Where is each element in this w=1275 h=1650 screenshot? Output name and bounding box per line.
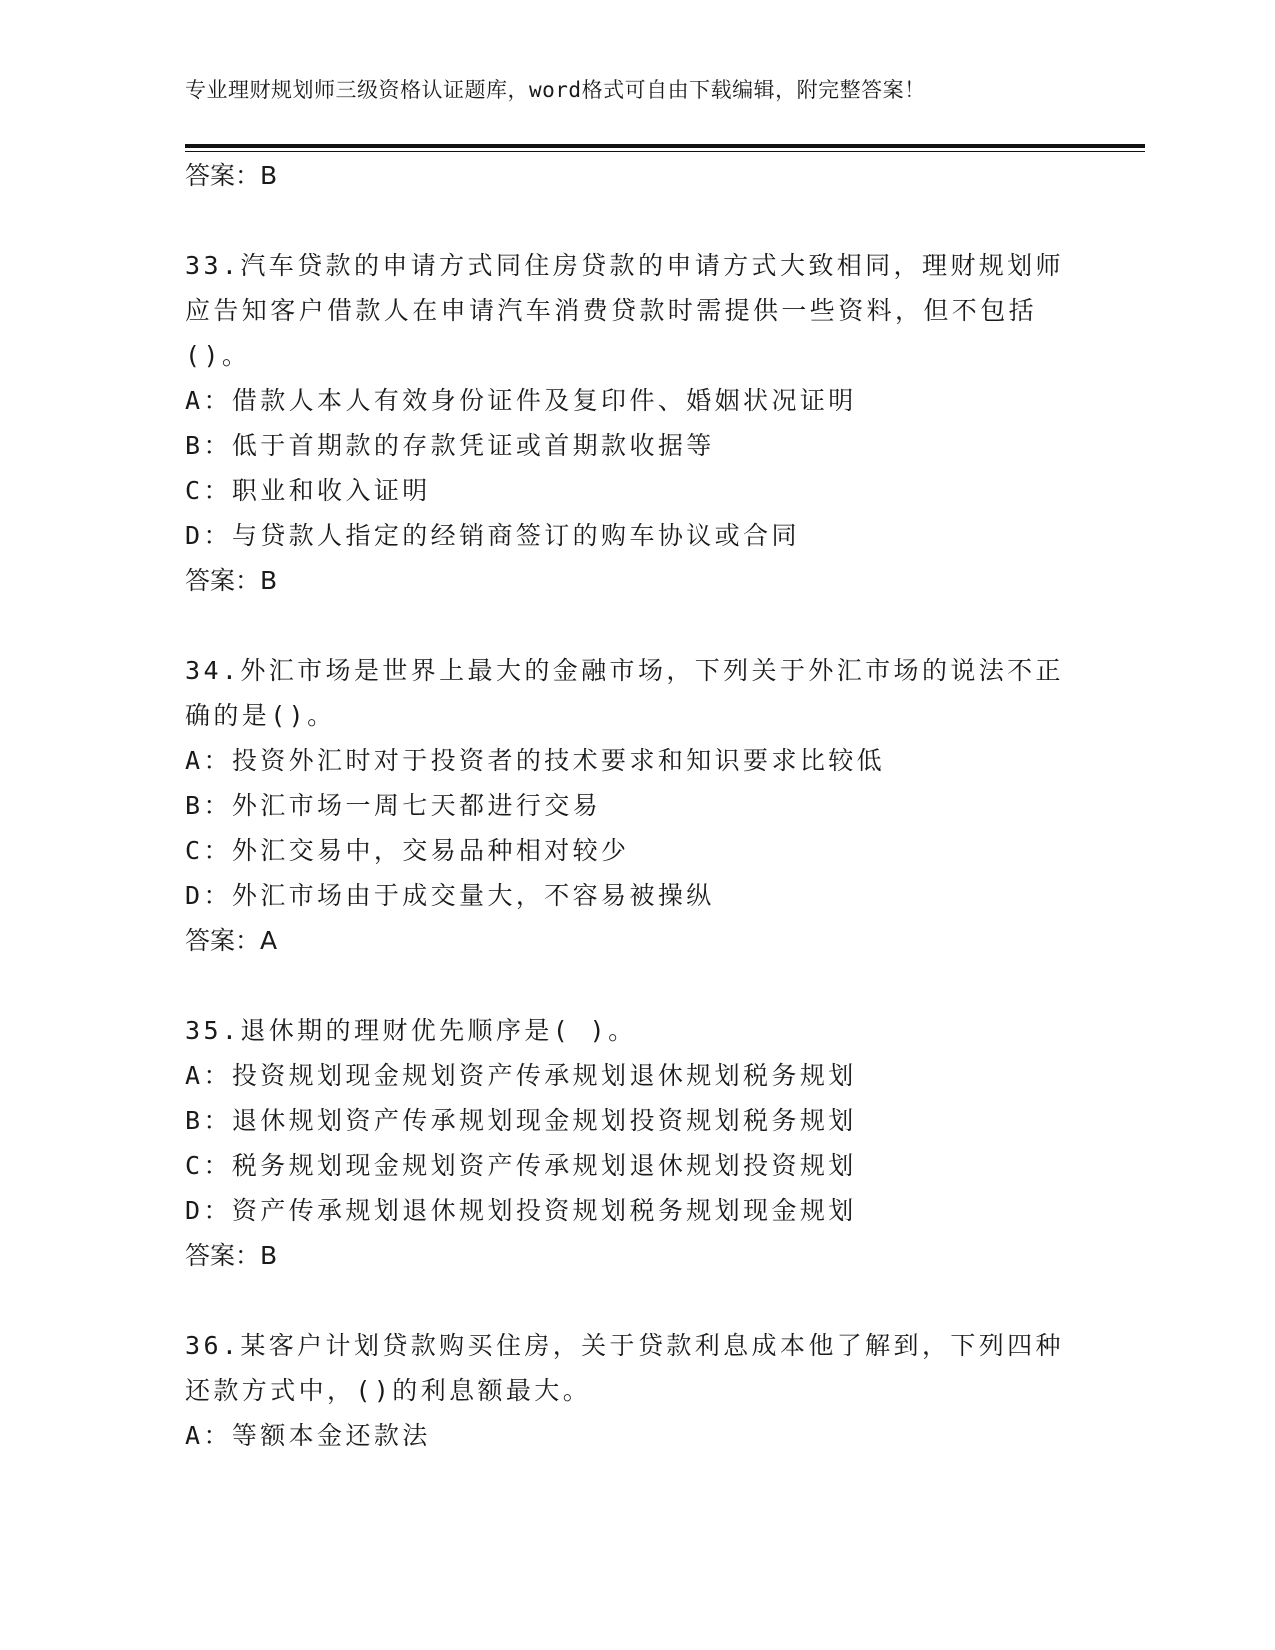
spacer xyxy=(185,1278,1085,1323)
question-block xyxy=(185,648,1085,963)
spacer xyxy=(185,963,1085,1008)
option-d: D：与贷款人指定的经销商签订的购车协议或合同 xyxy=(185,521,800,550)
header-rule-thick xyxy=(185,144,1145,148)
page-header: 专业理财规划师三级资格认证题库，word格式可自由下载编辑，附完整答案！ xyxy=(185,78,926,102)
option-c: C：外汇交易中，交易品种相对较少 xyxy=(185,836,630,865)
option-c: C：税务规划现金规划资产传承规划退休规划投资规划 xyxy=(185,1151,857,1180)
option-a: A：投资外汇时对于投资者的技术要求和知识要求比较低 xyxy=(185,746,886,775)
option-d: D：外汇市场由于成交量大，不容易被操纵 xyxy=(185,881,715,910)
spacer xyxy=(185,198,1085,243)
answer-line: 答案：A xyxy=(185,926,278,955)
option-b: B：低于首期款的存款凭证或首期款收据等 xyxy=(185,431,715,460)
question-block xyxy=(185,1323,1085,1458)
question-text: 34.外汇市场是世界上最大的金融市场，下列关于外汇市场的说法不正确的是()。 xyxy=(185,656,1064,730)
answer-line: 答案：B xyxy=(185,566,278,595)
question-text: 35.退休期的理财优先顺序是( )。 xyxy=(185,1016,637,1045)
question-content xyxy=(185,153,1085,1458)
header-rule-thin xyxy=(185,151,1145,152)
option-a: A：借款人本人有效身份证件及复印件、婚姻状况证明 xyxy=(185,386,857,415)
option-a: A：等额本金还款法 xyxy=(185,1421,431,1450)
answer-line: 答案：B xyxy=(185,1241,278,1270)
question-text: 33.汽车贷款的申请方式同住房贷款的申请方式大致相同，理财规划师应告知客户借款人在申请汽车消费贷款时需提供一些资料，但不包括()。 xyxy=(185,251,1064,370)
question-text: 36.某客户计划贷款购买住房，关于贷款利息成本他了解到，下列四种还款方式中，()的利息额最大。 xyxy=(185,1331,1064,1405)
question-block xyxy=(185,1008,1085,1278)
spacer xyxy=(185,603,1085,648)
option-c: C：职业和收入证明 xyxy=(185,476,431,505)
option-b: B：外汇市场一周七天都进行交易 xyxy=(185,791,602,820)
option-b: B：退休规划资产传承规划现金规划投资规划税务规划 xyxy=(185,1106,857,1135)
option-d: D：资产传承规划退休规划投资规划税务规划现金规划 xyxy=(185,1196,857,1225)
answer-line: 答案：B xyxy=(185,161,278,190)
option-a: A：投资规划现金规划资产传承规划退休规划税务规划 xyxy=(185,1061,857,1090)
question-block xyxy=(185,243,1085,603)
